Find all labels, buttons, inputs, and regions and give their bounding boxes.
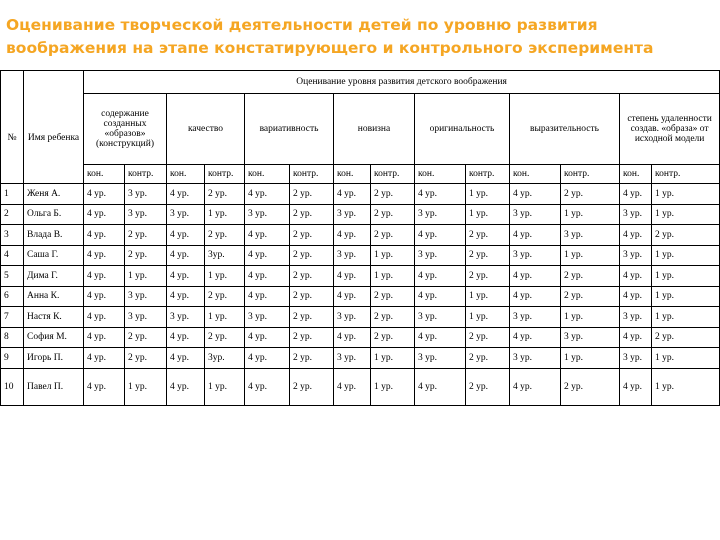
score-cell-kon: 4 ур. — [510, 184, 561, 205]
score-cell-kon: 3 ур. — [510, 307, 561, 328]
row-number-cell: 9 — [1, 348, 24, 369]
subheader-kontr: контр. — [561, 165, 620, 184]
score-cell-kon: 4 ур. — [415, 327, 466, 348]
score-cell-kon: 4 ур. — [167, 286, 205, 307]
score-cell-kontr: 3 ур. — [125, 204, 167, 225]
score-cell-kontr: 2 ур. — [371, 286, 415, 307]
score-cell-kontr: 1 ур. — [561, 348, 620, 369]
row-number-cell: 10 — [1, 368, 24, 405]
score-cell-kon: 4 ур. — [245, 368, 290, 405]
score-cell-kontr: 2 ур. — [290, 184, 334, 205]
score-cell-kontr: 1 ур. — [652, 348, 720, 369]
score-cell-kontr: 2 ур. — [290, 327, 334, 348]
score-cell-kontr: 3 ур. — [125, 307, 167, 328]
child-name-cell: Влада В. — [24, 225, 84, 246]
score-cell-kon: 3 ур. — [415, 204, 466, 225]
score-cell-kontr: 2 ур. — [371, 327, 415, 348]
subheader-row — [1, 165, 720, 184]
score-cell-kon: 4 ур. — [84, 286, 125, 307]
score-cell-kon: 4 ур. — [84, 245, 125, 266]
child-name-cell: Игорь П. — [24, 348, 84, 369]
subheader-kon: кон. — [167, 165, 205, 184]
table-row — [1, 368, 720, 405]
criterion-quality: качество — [167, 94, 245, 165]
subheader-kontr: контр. — [652, 165, 720, 184]
score-cell-kontr: 3 ур. — [125, 184, 167, 205]
score-cell-kontr: 1 ур. — [205, 204, 245, 225]
row-number-cell: 5 — [1, 266, 24, 287]
score-cell-kon: 3 ур. — [415, 245, 466, 266]
score-cell-kontr: 1 ур. — [371, 266, 415, 287]
score-cell-kontr: 2 ур. — [466, 245, 510, 266]
score-cell-kon: 4 ур. — [167, 245, 205, 266]
table-row — [1, 266, 720, 287]
score-cell-kontr: 2 ур. — [561, 266, 620, 287]
score-cell-kon: 4 ур. — [334, 184, 371, 205]
score-cell-kon: 4 ур. — [84, 184, 125, 205]
score-cell-kon: 3 ур. — [620, 204, 652, 225]
score-cell-kon: 4 ур. — [510, 368, 561, 405]
group-header: Оценивание уровня развития детского воображения — [84, 71, 720, 94]
score-cell-kontr: 1 ур. — [125, 266, 167, 287]
score-cell-kontr: 2 ур. — [205, 286, 245, 307]
score-cell-kontr: 1 ур. — [652, 245, 720, 266]
score-cell-kontr: 2 ур. — [290, 245, 334, 266]
score-cell-kon: 3 ур. — [167, 204, 205, 225]
child-name-cell: Саша Г. — [24, 245, 84, 266]
score-cell-kontr: 2 ур. — [561, 184, 620, 205]
score-cell-kontr: 2 ур. — [290, 307, 334, 328]
score-cell-kontr: 1 ур. — [205, 266, 245, 287]
child-name-cell: Дима Г. — [24, 266, 84, 287]
score-cell-kon: 4 ур. — [167, 225, 205, 246]
score-cell-kontr: 2 ур. — [125, 245, 167, 266]
score-cell-kon: 4 ур. — [415, 286, 466, 307]
subheader-kon: кон. — [620, 165, 652, 184]
score-cell-kon: 4 ур. — [245, 286, 290, 307]
score-cell-kon: 4 ур. — [84, 348, 125, 369]
score-cell-kon: 4 ур. — [510, 286, 561, 307]
criterion-expressiveness: выразительность — [510, 94, 620, 165]
score-cell-kon: 3 ур. — [510, 245, 561, 266]
score-cell-kontr: 2 ур. — [371, 204, 415, 225]
score-cell-kontr: 1 ур. — [466, 307, 510, 328]
score-cell-kontr: 2 ур. — [290, 368, 334, 405]
criterion-remoteness: степень удаленности создав. «образа» от исходной модели — [620, 94, 720, 165]
score-cell-kon: 4 ур. — [84, 368, 125, 405]
criterion-originality: оригинальность — [415, 94, 510, 165]
table-row — [1, 184, 720, 205]
score-cell-kon: 4 ур. — [334, 225, 371, 246]
score-cell-kon: 4 ур. — [245, 266, 290, 287]
subheader-kontr: контр. — [205, 165, 245, 184]
score-cell-kontr: 1 ур. — [205, 307, 245, 328]
score-cell-kontr: 2 ур. — [125, 327, 167, 348]
subheader-kontr: контр. — [290, 165, 334, 184]
subheader-kon: кон. — [84, 165, 125, 184]
score-cell-kon: 3 ур. — [620, 348, 652, 369]
score-cell-kon: 3 ур. — [620, 245, 652, 266]
score-cell-kontr: 1 ур. — [561, 245, 620, 266]
score-cell-kon: 4 ур. — [510, 266, 561, 287]
score-cell-kontr: 2 ур. — [371, 225, 415, 246]
criterion-content: содержание созданных «образов» (конструкций) — [84, 94, 167, 165]
score-cell-kon: 4 ур. — [84, 327, 125, 348]
score-cell-kon: 3 ур. — [415, 307, 466, 328]
criterion-variability: вариативность — [245, 94, 334, 165]
score-cell-kontr: 1 ур. — [561, 204, 620, 225]
score-cell-kontr: 2 ур. — [125, 348, 167, 369]
score-cell-kon: 4 ур. — [415, 225, 466, 246]
row-number-cell: 4 — [1, 245, 24, 266]
criterion-novelty: новизна — [334, 94, 415, 165]
score-cell-kontr: 1 ур. — [561, 307, 620, 328]
assessment-table — [0, 70, 720, 406]
score-cell-kontr: 2 ур. — [205, 184, 245, 205]
child-name-cell: Настя К. — [24, 307, 84, 328]
score-cell-kontr: 1 ур. — [652, 307, 720, 328]
score-cell-kon: 4 ур. — [334, 266, 371, 287]
score-cell-kontr: 2 ур. — [290, 225, 334, 246]
score-cell-kon: 4 ур. — [620, 225, 652, 246]
score-cell-kon: 3 ур. — [245, 307, 290, 328]
score-cell-kontr: 2 ур. — [205, 225, 245, 246]
score-cell-kontr: 2 ур. — [652, 327, 720, 348]
subheader-kon: кон. — [245, 165, 290, 184]
score-cell-kon: 4 ур. — [415, 184, 466, 205]
score-cell-kontr: 2 ур. — [371, 307, 415, 328]
header-blank-num — [1, 71, 24, 94]
score-cell-kontr: 3 ур. — [561, 225, 620, 246]
score-cell-kon: 3 ур. — [510, 204, 561, 225]
table-body — [1, 184, 720, 406]
score-cell-kon: 4 ур. — [245, 348, 290, 369]
score-cell-kon: 4 ур. — [84, 307, 125, 328]
row-number-cell: 1 — [1, 184, 24, 205]
score-cell-kontr: 1 ур. — [205, 368, 245, 405]
row-number-cell: 2 — [1, 204, 24, 225]
subheader-kon: кон. — [415, 165, 466, 184]
score-cell-kontr: 1 ур. — [371, 348, 415, 369]
score-cell-kon: 4 ур. — [167, 184, 205, 205]
score-cell-kontr: 1 ур. — [652, 266, 720, 287]
score-cell-kontr: 2 ур. — [652, 225, 720, 246]
score-cell-kontr: 2 ур. — [561, 368, 620, 405]
score-cell-kon: 4 ур. — [167, 327, 205, 348]
score-cell-kontr: 1 ур. — [652, 368, 720, 405]
score-cell-kon: 4 ур. — [167, 368, 205, 405]
score-cell-kon: 4 ур. — [245, 225, 290, 246]
score-cell-kon: 4 ур. — [245, 327, 290, 348]
score-cell-kon: 3 ур. — [334, 204, 371, 225]
score-cell-kontr: 2 ур. — [205, 327, 245, 348]
column-header-number: № — [1, 94, 24, 184]
score-cell-kon: 4 ур. — [245, 184, 290, 205]
score-cell-kon: 4 ур. — [620, 368, 652, 405]
score-cell-kon: 4 ур. — [334, 286, 371, 307]
score-cell-kon: 3 ур. — [334, 348, 371, 369]
subheader-kontr: контр. — [371, 165, 415, 184]
score-cell-kontr: 2 ур. — [290, 204, 334, 225]
score-cell-kon: 4 ур. — [620, 327, 652, 348]
score-cell-kontr: 2 ур. — [125, 225, 167, 246]
table-row — [1, 307, 720, 328]
table-row — [1, 286, 720, 307]
score-cell-kon: 3 ур. — [510, 348, 561, 369]
score-cell-kontr: 2 ур. — [466, 348, 510, 369]
header-blank-name — [24, 71, 84, 94]
score-cell-kon: 4 ур. — [510, 225, 561, 246]
table-row — [1, 327, 720, 348]
score-cell-kontr: 3 ур. — [561, 327, 620, 348]
score-cell-kontr: 2 ур. — [290, 266, 334, 287]
column-header-child-name: Имя ребенка — [24, 94, 84, 184]
score-cell-kontr: 1 ур. — [466, 286, 510, 307]
score-cell-kontr: 2 ур. — [290, 348, 334, 369]
score-cell-kon: 3 ур. — [245, 204, 290, 225]
score-cell-kon: 4 ур. — [84, 204, 125, 225]
table-row — [1, 204, 720, 225]
row-number-cell: 7 — [1, 307, 24, 328]
score-cell-kon: 4 ур. — [167, 266, 205, 287]
score-cell-kon: 4 ур. — [84, 266, 125, 287]
score-cell-kontr: 1 ур. — [652, 204, 720, 225]
score-cell-kontr: 1 ур. — [652, 184, 720, 205]
child-name-cell: Женя А. — [24, 184, 84, 205]
child-name-cell: Анна К. — [24, 286, 84, 307]
child-name-cell: Павел П. — [24, 368, 84, 405]
score-cell-kon: 4 ур. — [245, 245, 290, 266]
score-cell-kontr: 2 ур. — [466, 368, 510, 405]
score-cell-kon: 4 ур. — [415, 368, 466, 405]
score-cell-kon: 3 ур. — [167, 307, 205, 328]
table-row — [1, 348, 720, 369]
score-cell-kontr: 2 ур. — [290, 286, 334, 307]
score-cell-kontr: 2 ур. — [371, 184, 415, 205]
score-cell-kontr: 1 ур. — [371, 368, 415, 405]
score-cell-kon: 4 ур. — [84, 225, 125, 246]
score-cell-kon: 4 ур. — [334, 327, 371, 348]
page-title: Оценивание творческой деятельности детей по уровню развития воображения на этапе констатирующего и контрольного эксперимента — [6, 16, 654, 57]
score-cell-kon: 4 ур. — [415, 266, 466, 287]
child-name-cell: Ольга Б. — [24, 204, 84, 225]
score-cell-kontr: 2 ур. — [466, 225, 510, 246]
score-cell-kontr: 3ур. — [205, 348, 245, 369]
score-cell-kon: 4 ур. — [167, 348, 205, 369]
score-cell-kon: 4 ур. — [510, 327, 561, 348]
subheader-kontr: контр. — [466, 165, 510, 184]
child-name-cell: София М. — [24, 327, 84, 348]
score-cell-kon: 3 ур. — [415, 348, 466, 369]
score-cell-kontr: 2 ур. — [466, 266, 510, 287]
score-cell-kontr: 3ур. — [205, 245, 245, 266]
score-cell-kontr: 2 ур. — [561, 286, 620, 307]
score-cell-kon: 3 ур. — [334, 245, 371, 266]
row-number-cell: 6 — [1, 286, 24, 307]
score-cell-kontr: 1 ур. — [125, 368, 167, 405]
score-cell-kontr: 3 ур. — [125, 286, 167, 307]
row-number-cell: 3 — [1, 225, 24, 246]
subheader-kon: кон. — [334, 165, 371, 184]
score-cell-kontr: 1 ур. — [466, 184, 510, 205]
score-cell-kontr: 2 ур. — [466, 327, 510, 348]
table-row — [1, 225, 720, 246]
subheader-kon: кон. — [510, 165, 561, 184]
score-cell-kon: 4 ур. — [620, 286, 652, 307]
score-cell-kon: 3 ур. — [620, 307, 652, 328]
row-number-cell: 8 — [1, 327, 24, 348]
score-cell-kontr: 1 ур. — [371, 245, 415, 266]
subheader-kontr: контр. — [125, 165, 167, 184]
score-cell-kontr: 1 ур. — [466, 204, 510, 225]
score-cell-kon: 4 ур. — [334, 368, 371, 405]
score-cell-kontr: 1 ур. — [652, 286, 720, 307]
score-cell-kon: 4 ур. — [620, 266, 652, 287]
table-row — [1, 245, 720, 266]
score-cell-kon: 3 ур. — [334, 307, 371, 328]
score-cell-kon: 4 ур. — [620, 184, 652, 205]
